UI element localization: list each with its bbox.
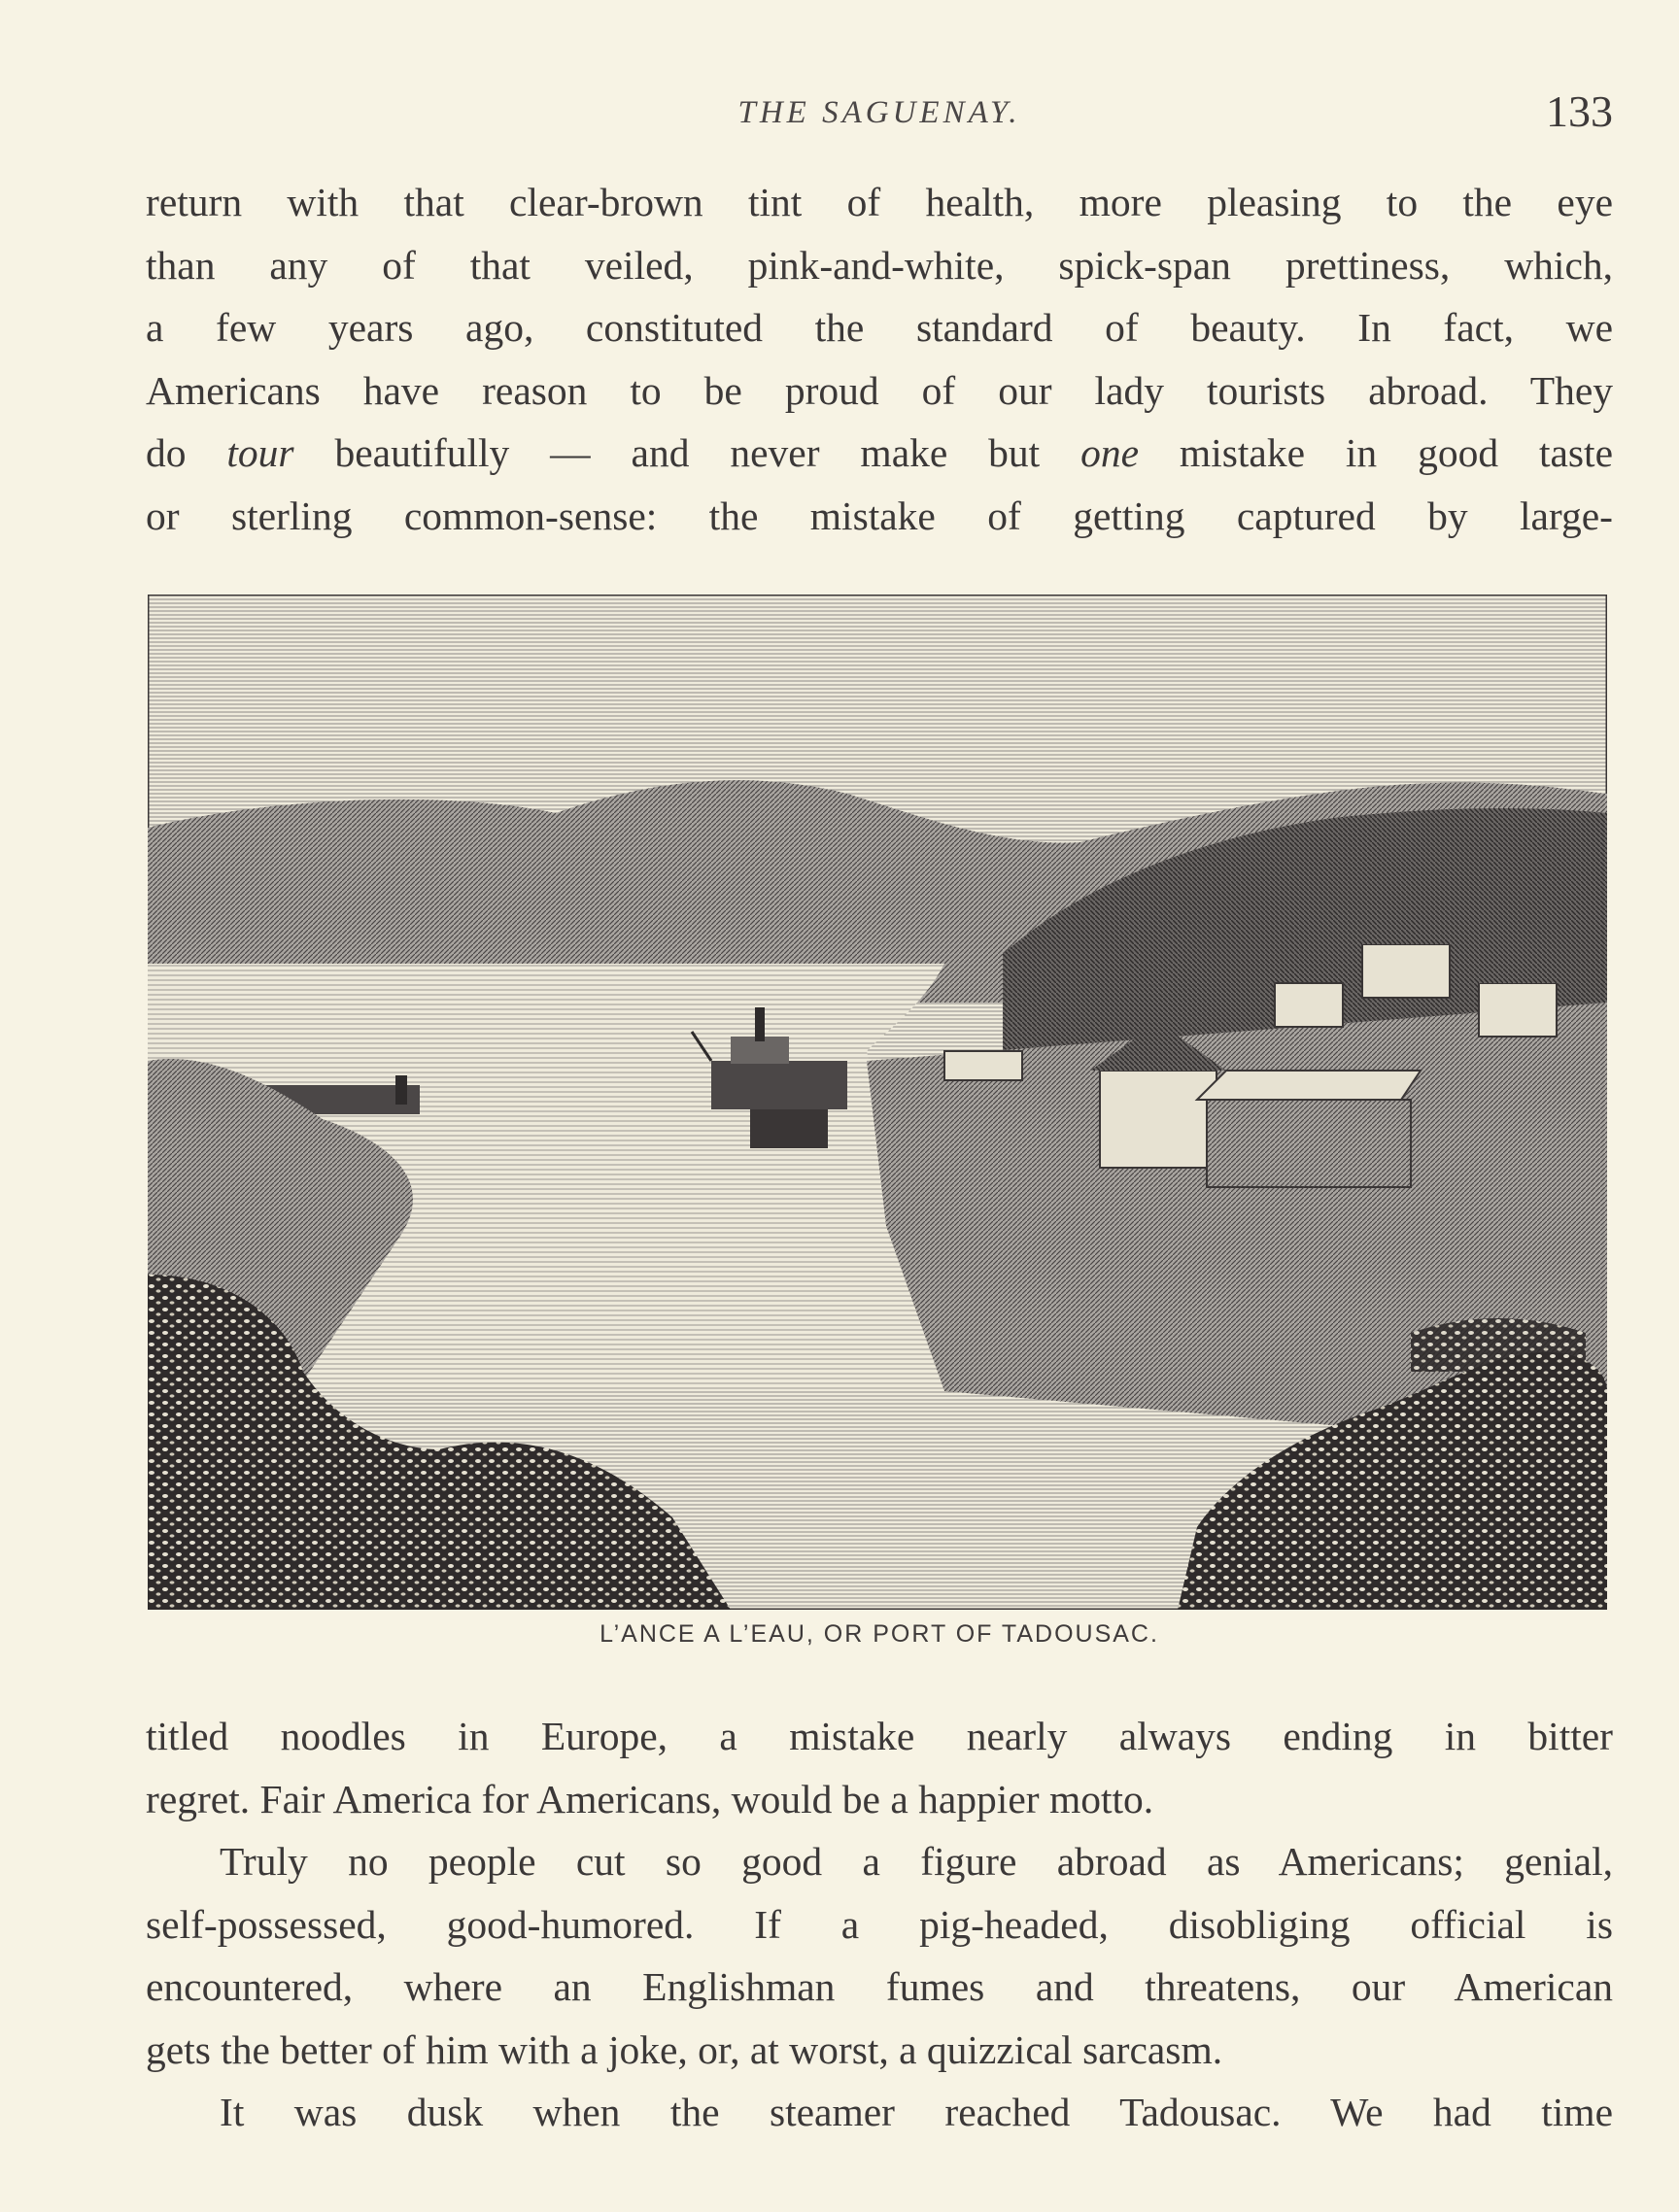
text-line: encountered, where an Englishman fumes and threatens, our American xyxy=(146,1964,1613,2009)
text-line: It was dusk when the steamer reached Tadousac. We had time xyxy=(220,2090,1613,2134)
paragraph-top xyxy=(146,171,1613,547)
emphasis-one: one xyxy=(1080,430,1140,475)
text-line: Americans have reason to be proud of our lady tourists abroad. They xyxy=(146,367,1613,413)
text-line: or sterling common-sense: the mistake of getting captured by large- xyxy=(146,493,1613,538)
text-line: return with that clear-brown tint of health, more pleasing to the eye xyxy=(146,180,1613,224)
text-line: a few years ago, constituted the standard of beauty. In fact, we xyxy=(146,305,1613,350)
text-line: self-possessed, good-humored. If a pig-headed, disobliging official is xyxy=(146,1901,1613,1947)
text-line: Truly no people cut so good a figure abroad as Americans; genial, xyxy=(220,1839,1613,1884)
text-fragment: beautifully — and never make but xyxy=(293,430,1081,475)
figure-caption: L’ANCE A L’EAU, OR PORT OF TADOUSAC. xyxy=(600,1620,1159,1648)
harbor-engraving-image xyxy=(148,595,1607,1610)
text-line: titled noodles in Europe, a mistake nearly always ending in bitter xyxy=(146,1714,1613,1758)
paragraph-bottom xyxy=(146,1705,1613,2144)
page-header xyxy=(146,85,1613,144)
text-fragment: do xyxy=(146,430,227,475)
page-number: 133 xyxy=(1546,86,1613,136)
text-line: gets the better of him with a joke, or, at worst, a quizzical sarcasm. xyxy=(146,2026,1223,2072)
text-line: regret. Fair America for Americans, would be a happier motto. xyxy=(146,1776,1154,1821)
emphasis-tour: tour xyxy=(226,430,294,475)
running-title: THE SAGUENAY. xyxy=(737,95,1021,130)
text-line-with-emphasis xyxy=(146,422,1613,485)
engraving-illustration xyxy=(148,595,1607,1610)
text-fragment: mistake in good taste xyxy=(1139,430,1614,475)
text-line: than any of that veiled, pink-and-white, spick-span prettiness, which, xyxy=(146,242,1613,288)
